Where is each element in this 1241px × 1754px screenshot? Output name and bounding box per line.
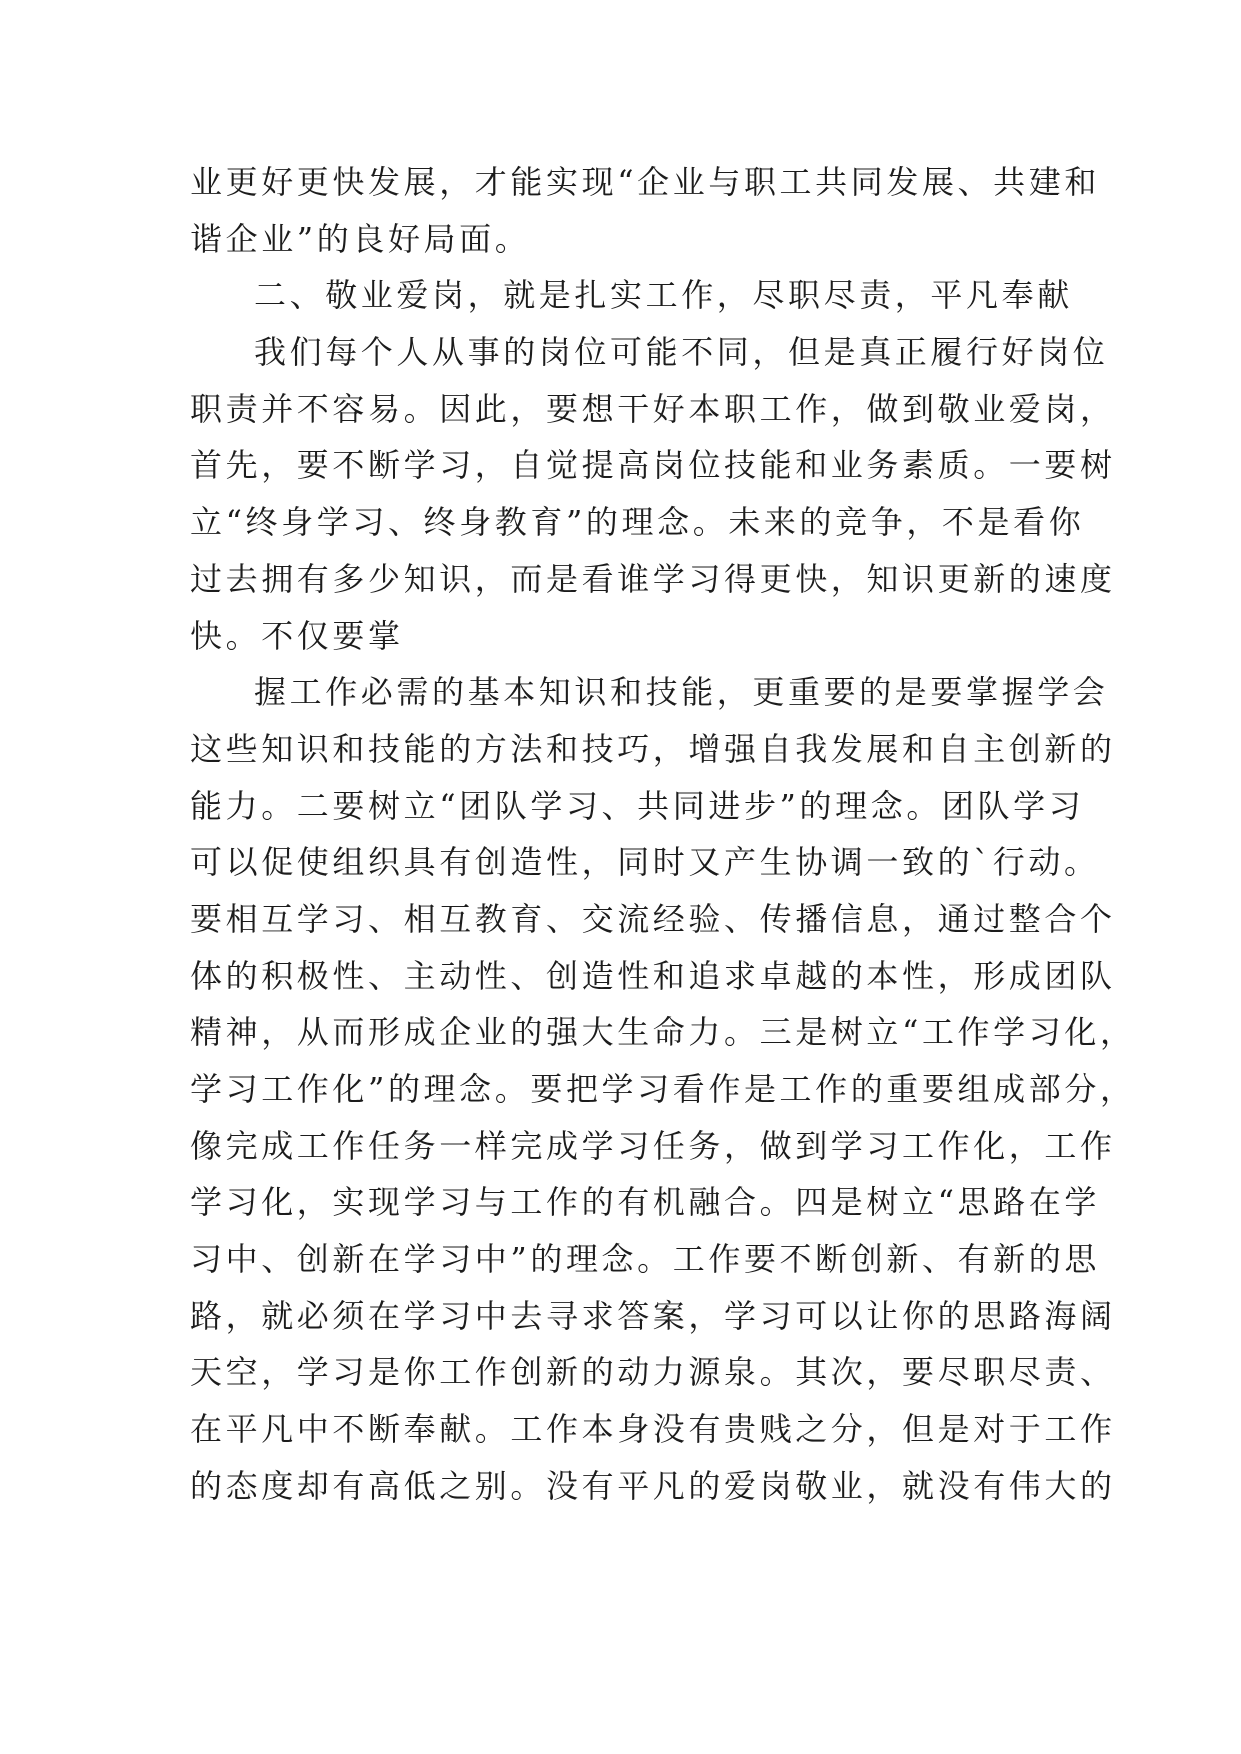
text-line: 首先，要不断学习，自觉提高岗位技能和业务素质。一要树 bbox=[190, 446, 1116, 485]
text-line: 的态度却有高低之别。没有平凡的爱岗敬业，就没有伟大的 bbox=[190, 1466, 1116, 1505]
text-line: 习中、创新在学习中”的理念。工作要不断创新、有新的思 bbox=[190, 1240, 1100, 1279]
text-line: 能力。二要树立“团队学习、共同进步”的理念。团队学习 bbox=[190, 786, 1085, 825]
text-line: 体的积极性、主动性、创造性和追求卓越的本性，形成团队 bbox=[190, 956, 1116, 995]
text-line: 这些知识和技能的方法和技巧，增强自我发展和自主创新的 bbox=[190, 729, 1116, 768]
text-line: 学习化，实现学习与工作的有机融合。四是树立“思路在学 bbox=[190, 1183, 1100, 1222]
text-line: 在平凡中不断奉献。工作本身没有贵贱之分，但是对于工作 bbox=[190, 1410, 1116, 1449]
section-heading: 二、敬业爱岗，就是扎实工作，尽职尽责，平凡奉献 bbox=[254, 276, 1073, 315]
text-line: 我们每个人从事的岗位可能不同，但是真正履行好岗位 bbox=[254, 333, 1109, 372]
text-line: 过去拥有多少知识，而是看谁学习得更快，知识更新的速度 bbox=[190, 559, 1116, 598]
text-line: 路，就必须在学习中去寻求答案，学习可以让你的思路海阔 bbox=[190, 1296, 1116, 1335]
text-line: 要相互学习、相互教育、交流经验、传播信息，通过整合个 bbox=[190, 899, 1116, 938]
text-line: 职责并不容易。因此，要想干好本职工作，做到敬业爱岗， bbox=[190, 389, 1116, 428]
text-line: 天空，学习是你工作创新的动力源泉。其次，要尽职尽责、 bbox=[190, 1353, 1116, 1392]
text-line: 可以促使组织具有创造性，同时又产生协调一致的`行动。 bbox=[190, 843, 1100, 882]
text-line: 学习工作化”的理念。要把学习看作是工作的重要组成部分， bbox=[190, 1070, 1136, 1108]
text-line: 业更好更快发展，才能实现“企业与职工共同发展、共建和 bbox=[190, 163, 1100, 201]
text-line: 谐企业”的良好局面。 bbox=[190, 219, 531, 258]
text-line: 精神，从而形成企业的强大生命力。三是树立“工作学习化， bbox=[190, 1013, 1136, 1052]
text-line: 快。不仅要掌 bbox=[190, 616, 404, 655]
text-line: 像完成工作任务一样完成学习任务，做到学习工作化，工作 bbox=[190, 1126, 1116, 1165]
body-text bbox=[190, 154, 1136, 1515]
text-line: 立“终身学习、终身教育”的理念。未来的竞争，不是看你 bbox=[190, 503, 1085, 542]
text-line: 握工作必需的基本知识和技能，更重要的是要掌握学会 bbox=[254, 673, 1109, 712]
